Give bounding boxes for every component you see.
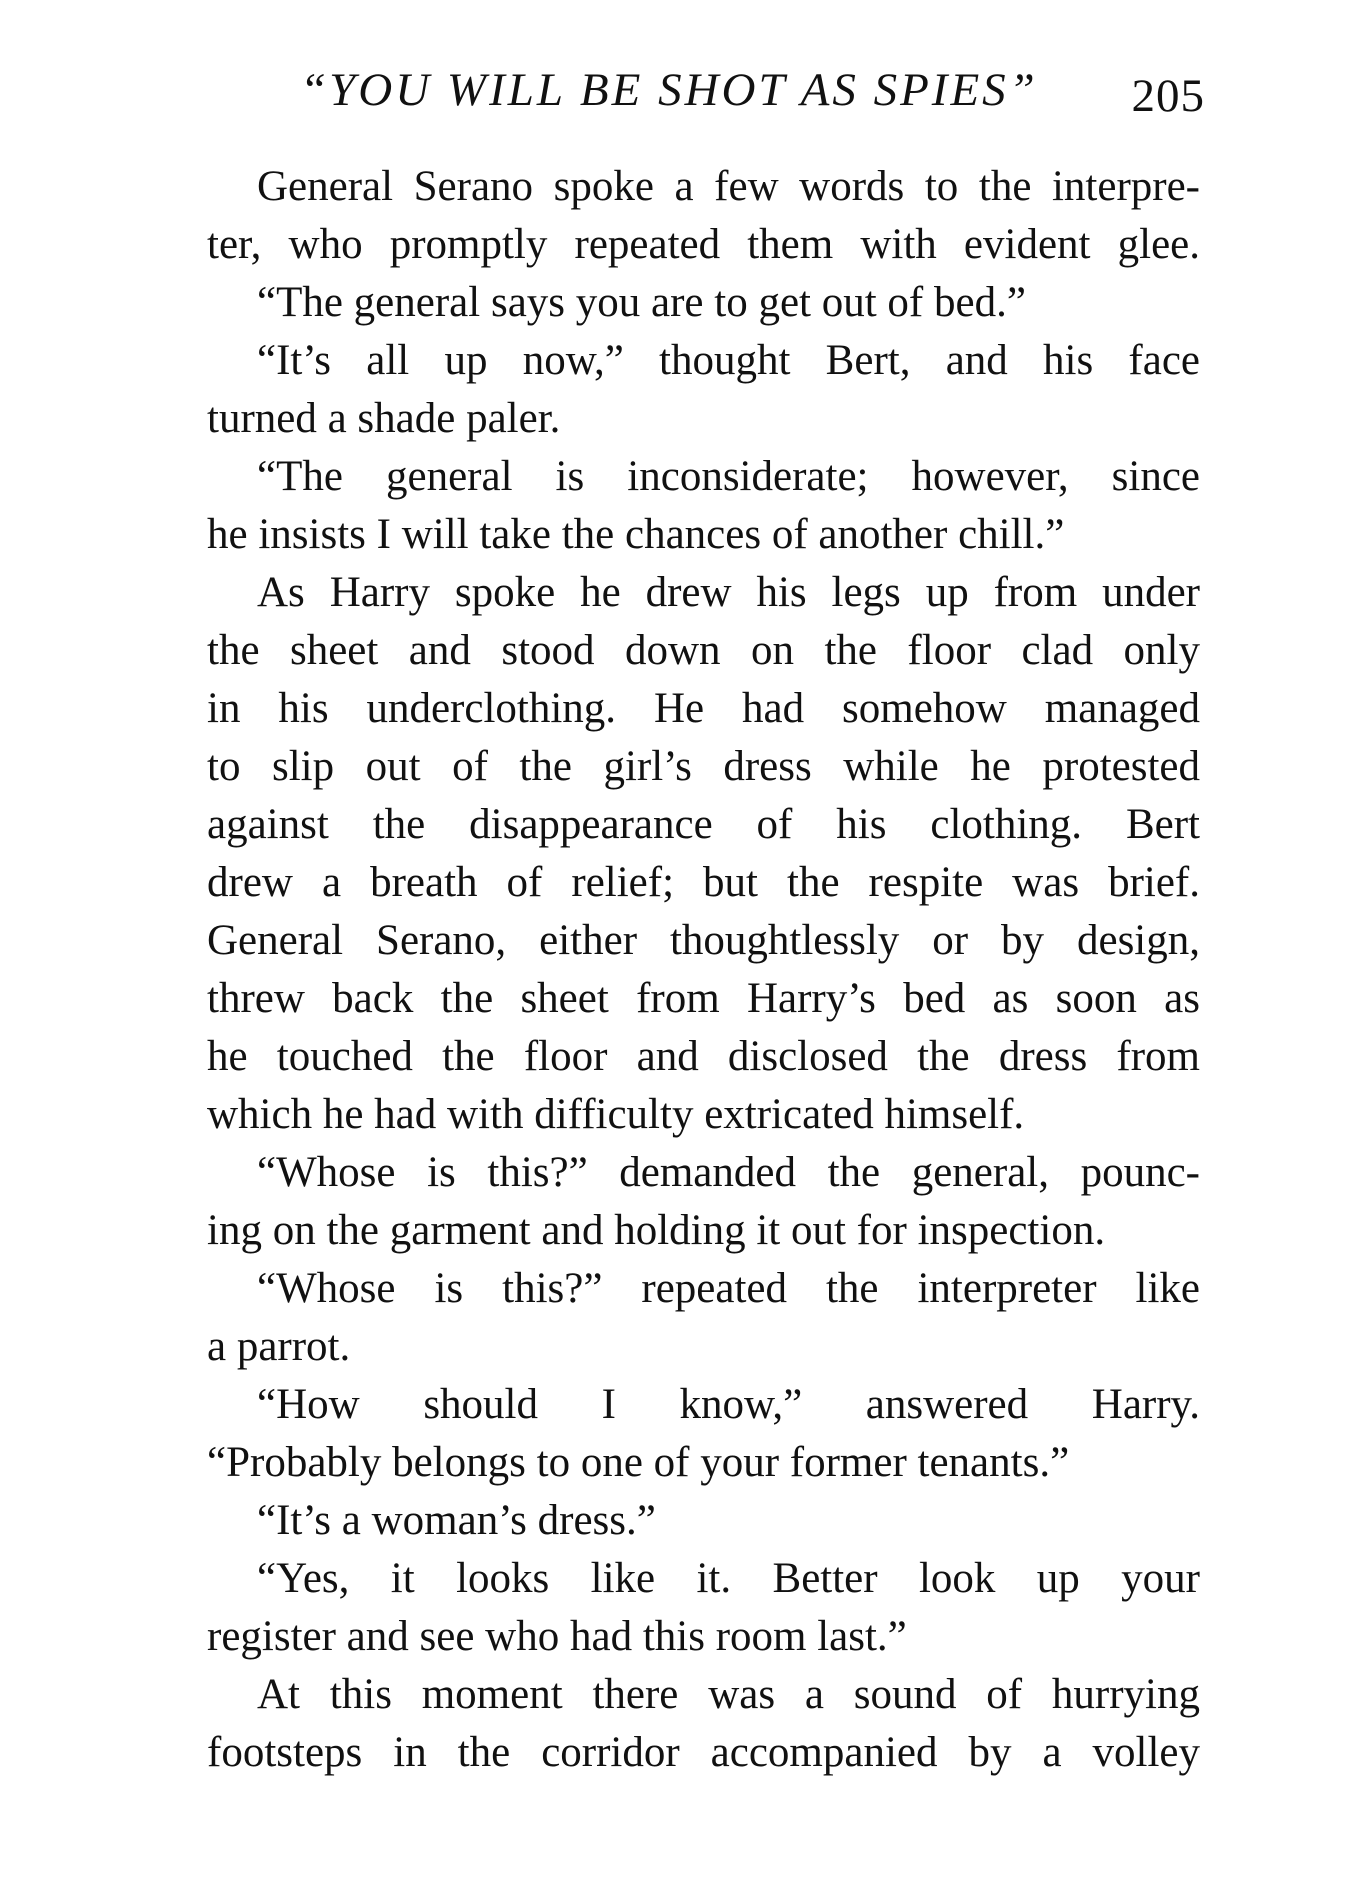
text-line: drew a breath of relief; but the respite was brief. [207, 859, 1200, 906]
text-line: he insists I will take the chances of another chill.” [207, 511, 1065, 558]
text-line: footsteps in the corridor accompanied by a volley [207, 1729, 1200, 1776]
text-line: the sheet and stood down on the floor clad only [207, 627, 1200, 674]
text-line: “It’s a woman’s dress.” [257, 1497, 656, 1544]
text-line: “It’s all up now,” thought Bert, and his face [257, 337, 1200, 384]
text-line: threw back the sheet from Harry’s bed as soon as [207, 975, 1200, 1022]
text-line: against the disappearance of his clothing. Bert [207, 801, 1200, 848]
text-line: register and see who had this room last.” [207, 1613, 907, 1660]
running-head [300, 55, 1205, 125]
text-line: At this moment there was a sound of hurrying [257, 1671, 1200, 1718]
text-line: he touched the floor and disclosed the dress from [207, 1033, 1200, 1080]
text-line: in his underclothing. He had somehow managed [207, 685, 1200, 732]
text-line: “How should I know,” answered Harry. [257, 1381, 1200, 1428]
text-line: to slip out of the girl’s dress while he protested [207, 743, 1200, 790]
chapter-title: “YOU WILL BE SHOT AS SPIES” [300, 64, 1038, 116]
text-line: “Probably belongs to one of your former tenants.” [207, 1439, 1070, 1486]
text-line: “The general is inconsiderate; however, since [257, 453, 1200, 500]
text-line: a parrot. [207, 1323, 351, 1370]
page-number: 205 [1131, 70, 1205, 122]
body-text [207, 158, 1200, 1782]
text-line: “Yes, it looks like it. Better look up your [257, 1555, 1200, 1602]
text-line: ing on the garment and holding it out for inspection. [207, 1207, 1106, 1254]
text-line: turned a shade paler. [207, 395, 561, 442]
text-line: As Harry spoke he drew his legs up from under [257, 569, 1200, 616]
text-line: which he had with difficulty extricated himself. [207, 1091, 1025, 1138]
text-line: ter, who promptly repeated them with evident glee. [207, 221, 1200, 268]
text-line: “The general says you are to get out of bed.” [257, 279, 1026, 326]
text-line: “Whose is this?” demanded the general, pounc- [257, 1149, 1200, 1196]
text-line: General Serano, either thoughtlessly or by design, [207, 917, 1200, 964]
text-line: General Serano spoke a few words to the interpre- [257, 163, 1200, 210]
text-line: “Whose is this?” repeated the interpreter like [257, 1265, 1200, 1312]
